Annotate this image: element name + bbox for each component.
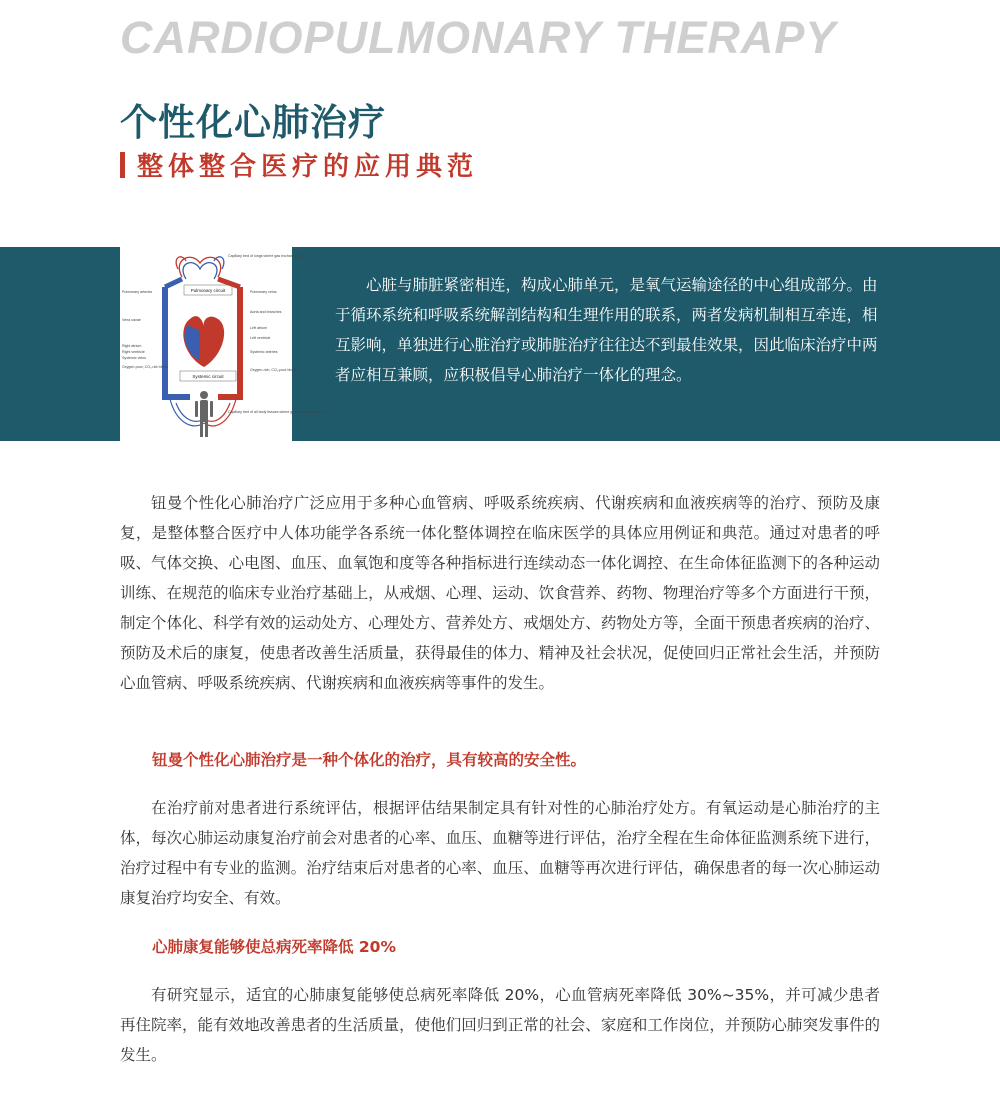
diagram-label-right: Aorta and branches	[250, 310, 282, 314]
body-paragraph-3: 有研究显示，适宜的心肺康复能够使总病死率降低 20%，心血管病死率降低 30%~35%，并可减少患者再住院率，能有效地改善患者的生活质量，使他们回归到正常的社会、家庭和工作岗位，并预防心肺突发事件的发生。	[120, 986, 880, 1064]
subtitle-accent-bar	[120, 152, 125, 178]
diagram-label-left: Right ventricle	[122, 350, 145, 354]
highlight-mortality: 心肺康复能够使总病死率降低 20%	[152, 938, 396, 956]
systemic-circuit-label: Systemic circuit	[192, 374, 224, 379]
diagram-label-left: Vena cavae	[122, 318, 141, 322]
diagram-label-left: Right atrium	[122, 344, 142, 348]
highlight-safety: 钮曼个性化心肺治疗是一种个体化的治疗，具有较高的安全性。	[152, 751, 587, 769]
subtitle-text: 整体整合医疗的应用典范	[137, 152, 479, 182]
diagram-label-right: Left ventricle	[250, 336, 271, 340]
page-subtitle	[120, 146, 478, 183]
diagram-label-right: Capillary bed of all body tissues where gas exchange occurs	[228, 410, 325, 414]
diagram-label-right: Capillary bed of lungs where gas exchange occurs	[228, 254, 309, 258]
human-figure-icon	[195, 391, 213, 437]
body-paragraph-2: 在治疗前对患者进行系统评估，根据评估结果制定具有针对性的心肺治疗处方。有氧运动是心肺治疗的主体，每次心肺运动康复治疗前会对患者的心率、血压、血糖等进行评估，治疗全程在生命体征监测系统下进行，治疗过程中有专业的监测。治疗结束后对患者的心率、血压、血糖等再次进行评估，确保患者的每一次心肺运动康复治疗均安全、有效。	[120, 799, 880, 907]
diagram-label-left: Systemic veins	[122, 356, 146, 360]
diagram-label-right: Left atrium	[250, 326, 267, 330]
diagram-label-left: Oxygen-poor, CO₂-rich blood	[122, 365, 169, 369]
banner-intro-text: 心脏与肺脏紧密相连，构成心肺单元，是氧气运输途径的中心组成部分。由于循环系统和呼吸系统解剖结构和生理作用的联系，两者发病机制相互牵连，相互影响，单独进行心脏治疗或肺脏治疗往往达不到最佳效果，因此临床治疗中两者应相互兼顾，应积极倡导心肺治疗一体化的理念。	[335, 276, 878, 384]
circulation-diagram	[120, 247, 325, 441]
page-title: 个性化心肺治疗	[120, 101, 386, 144]
diagram-label-left: Pulmonary arteries	[122, 290, 153, 294]
watermark-heading: CARDIOPULMONARY THERAPY	[120, 12, 837, 63]
pulmonary-circuit-label: Pulmonary circuit	[190, 288, 226, 293]
circulation-diagram-illustration	[120, 247, 325, 441]
diagram-label-right: Systemic arteries	[250, 350, 278, 354]
diagram-label-right: Pulmonary veins	[250, 290, 277, 294]
diagram-label-right: Oxygen-rich, CO₂-poor blood	[250, 368, 297, 372]
body-paragraph-1: 钮曼个性化心肺治疗广泛应用于多种心血管病、呼吸系统疾病、代谢疾病和血液疾病等的治疗、预防及康复，是整体整合医疗中人体功能学各系统一体化整体调控在临床医学的具体应用例证和典范。通过对患者的呼吸、气体交换、心电图、血压、血氧饱和度等各种指标进行连续动态一体化调控、在生命体征监测下的各种运动训练、在规范的临床专业治疗基础上，从戒烟、心理、运动、饮食营养、药物、物理治疗等多个方面进行干预，制定个体化、科学有效的运动处方、心理处方、营养处方、戒烟处方、药物处方等，全面干预患者疾病的治疗、预防及术后的康复，使患者改善生活质量，获得最佳的体力、精神及社会状况，促使回归正常社会生活，并预防心血管病、呼吸系统疾病、代谢疾病和血液疾病等事件的发生。	[120, 494, 880, 692]
